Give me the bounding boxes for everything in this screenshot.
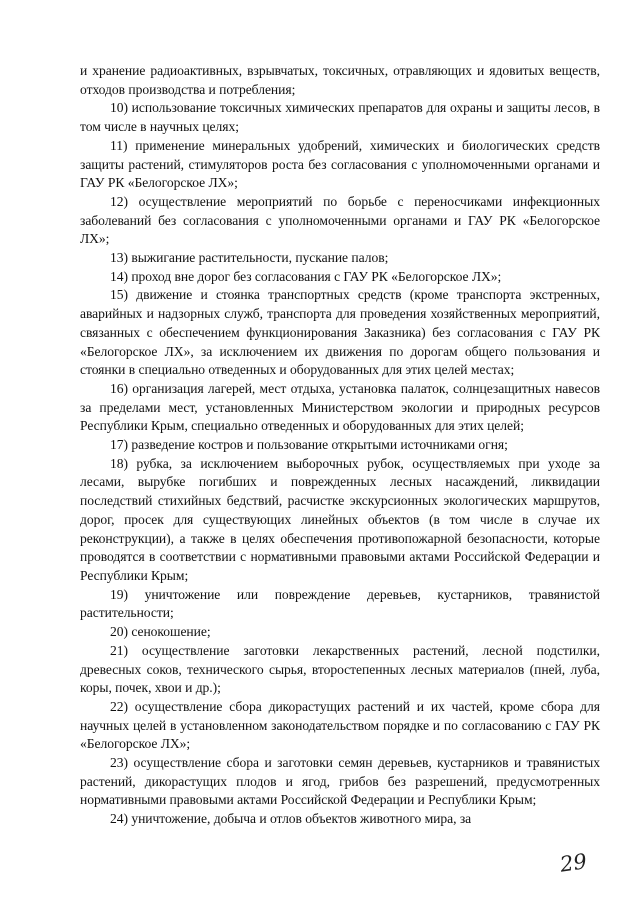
paragraph-item-11: 11) применение минеральных удобрений, химических и биологических средств защиты растений, стимуляторов роста без согласования с уполномоченными органами и ГАУ РК «Белогорское ЛХ»; <box>80 137 600 191</box>
paragraph-item-24: 24) уничтожение, добыча и отлов объектов животного мира, за <box>110 811 472 827</box>
paragraph-item-19: 19) уничтожение или повреждение деревьев, кустарников, травянистой растительности; <box>80 586 600 621</box>
paragraph-item-18: 18) рубка, за исключением выборочных рубок, осуществляемых при уходе за лесами, вырубке погибших и поврежденных лесных насаждений, ликвидации последствий стихийных бедствий, расчистке экскурсионных экологических маршрутов, дорог, просек для существующих линейных объектов (в том числе в случае их реконструкции), а также в целях обеспечения противопожарной безопасности, которые проводятся в соответствии с нормативными правовыми актами Российской Федерации и Республики Крым; <box>80 455 600 583</box>
handwritten-page-number: 29 <box>558 849 589 877</box>
paragraph-continuation: и хранение радиоактивных, взрывчатых, токсичных, отравляющих и ядовитых веществ, отходов производства и потребления; <box>80 63 600 97</box>
paragraph-item-22: 22) осуществление сбора дикорастущих растений и их частей, кроме сбора для научных целей в установленном законодательством порядке и по согласованию с ГАУ РК «Белогорское ЛХ»; <box>80 698 600 752</box>
paragraph-item-15: 15) движение и стоянка транспортных средств (кроме транспорта экстренных, аварийных и надзорных служб, транспорта для проведения хозяйственных мероприятий, связанных с обеспечением функционирования Заказника) без согласования с ГАУ РК «Белогорское ЛХ», за исключением их движения по дорогам общего пользования и стоянки в специально отведенных и оборудованных для этих целей местах; <box>80 287 600 378</box>
paragraph-item-17: 17) разведение костров и пользование открытыми источниками огня; <box>110 437 508 453</box>
paragraph-item-13: 13) выжигание растительности, пускание палов; <box>110 250 389 266</box>
paragraph-item-16: 16) организация лагерей, мест отдыха, установка палаток, солнцезащитных навесов за пределами мест, установленных Министерством экологии и природных ресурсов Республики Крым, специально отведенных и оборудованных для этих целей; <box>80 380 600 434</box>
paragraph-item-14: 14) проход вне дорог без согласования с ГАУ РК «Белогорское ЛХ»; <box>110 268 502 284</box>
document-body <box>80 62 600 829</box>
paragraph-item-12: 12) осуществление мероприятий по борьбе с переносчиками инфекционных заболеваний без согласования с уполномоченными органами и ГАУ РК «Белогорское ЛХ»; <box>80 193 600 247</box>
paragraph-item-10: 10) использование токсичных химических препаратов для охраны и защиты лесов, в том числе в научных целях; <box>80 100 600 135</box>
paragraph-item-23: 23) осуществление сбора и заготовки семян деревьев, кустарников и травянистых растений, дикорастущих плодов и ягод, грибов без разрешений, предусмотренных нормативными правовыми актами Российской Федерации и Республики Крым; <box>80 755 600 808</box>
paragraph-item-20: 20) сенокошение; <box>110 624 211 640</box>
paragraph-item-21: 21) осуществление заготовки лекарственных растений, лесной подстилки, древесных соков, технического сырья, второстепенных лесных материалов (пней, луба, коры, почек, хвои и др.); <box>80 642 600 696</box>
